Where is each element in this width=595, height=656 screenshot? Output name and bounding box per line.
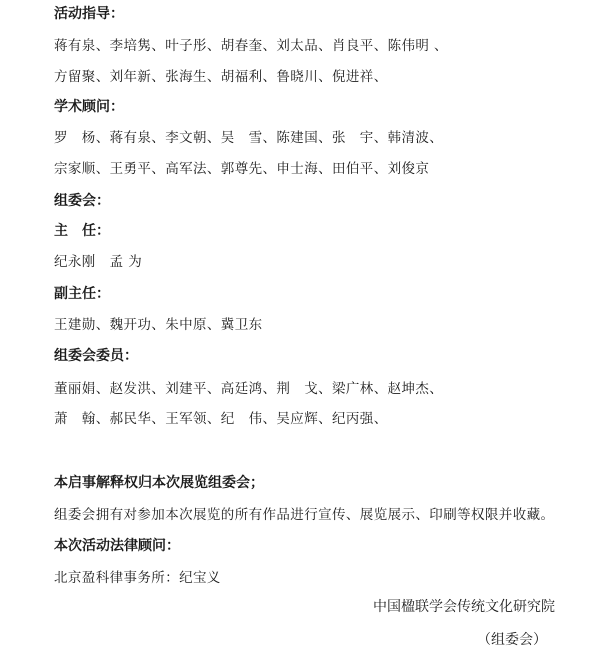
committee-heading: 组委会： bbox=[54, 193, 110, 209]
advisors-names-line-2: 宗家顺、王勇平、高军法、郭尊先、申士海、田伯平、刘俊京 bbox=[54, 161, 430, 177]
vice-director-names: 王建勋、魏开功、朱中原、冀卫东 bbox=[54, 317, 263, 333]
director-names: 纪永刚 孟 为 bbox=[54, 254, 143, 270]
legal-heading: 本次活动法律顾问： bbox=[54, 538, 180, 554]
director-heading: 主 任： bbox=[54, 223, 110, 239]
signature-role: （组委会） bbox=[477, 632, 547, 648]
members-heading: 组委会委员： bbox=[54, 348, 138, 364]
rights-statement: 组委会拥有对参加本次展览的所有作品进行宣传、展览展示、印刷等权限并收藏。 bbox=[54, 507, 555, 523]
signature-organization: 中国楹联学会传统文化研究院 bbox=[373, 599, 555, 615]
legal-advisor: 北京盈科律事务所：纪宝义 bbox=[54, 570, 221, 586]
members-names-line-2: 萧 翰、郝民华、王军领、纪 伟、吴应辉、纪丙强、 bbox=[54, 411, 388, 427]
vice-director-heading: 副主任： bbox=[54, 286, 110, 302]
guidance-heading: 活动指导： bbox=[54, 6, 124, 22]
guidance-names-line-2: 方留聚、刘年新、张海生、胡福利、鲁晓川、倪进祥、 bbox=[54, 69, 388, 85]
advisors-heading: 学术顾问： bbox=[54, 99, 124, 115]
members-names-line-1: 董丽娟、赵发洪、刘建平、高廷鸿、荆 戈、梁广林、赵坤杰、 bbox=[54, 381, 444, 397]
guidance-names-line-1: 蒋有泉、李培隽、叶子彤、胡春奎、刘太品、肖良平、陈伟明 、 bbox=[54, 38, 448, 54]
advisors-names-line-1: 罗 杨、蒋有泉、李文朝、吴 雪、陈建国、张 宇、韩清波、 bbox=[54, 130, 444, 146]
rights-heading: 本启事解释权归本次展览组委会； bbox=[54, 475, 264, 491]
